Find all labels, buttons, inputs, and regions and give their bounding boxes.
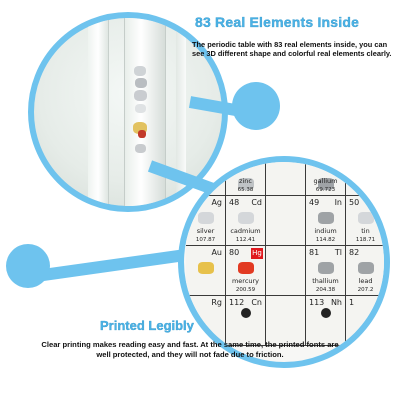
element-cell [266, 162, 306, 196]
element-specimen [135, 144, 146, 153]
element-cell [306, 162, 346, 196]
element-cell [226, 196, 266, 246]
element-cell [186, 196, 226, 246]
element-cell [226, 162, 266, 196]
atomic-weight: 69.723 [315, 187, 336, 193]
atomic-weight: 72.63 [357, 187, 374, 193]
element-specimen [321, 308, 331, 318]
periodic-table-closeup [178, 156, 390, 368]
element-name: lead [358, 277, 373, 285]
element-symbol: Cn [251, 298, 262, 307]
feature-title: Printed Legibly [100, 318, 194, 333]
atomic-number: 49 [309, 198, 320, 207]
atomic-number: 112 [229, 298, 245, 307]
element-specimen [135, 104, 146, 113]
atomic-number: 48 [229, 198, 240, 207]
element-specimen [358, 262, 374, 274]
element-symbol: In [334, 198, 342, 207]
element-cell [306, 296, 346, 346]
feature-description: Clear printing makes reading easy and fast. At the same time, the printed fonts are well protected, and they will not fade due to friction. [41, 340, 339, 359]
element-name: silver [196, 227, 215, 235]
element-cell [346, 196, 386, 246]
atomic-weight: 207.2 [357, 287, 374, 293]
element-name: germ [356, 177, 374, 185]
atomic-weight: 200.59 [235, 287, 256, 293]
element-symbol: Ag [211, 198, 222, 207]
atomic-weight: 112.41 [235, 237, 256, 243]
atomic-number: 82 [349, 248, 360, 257]
feature-title: 83 Real Elements Inside [195, 14, 360, 30]
element-cell [226, 296, 266, 346]
element-cell [266, 296, 306, 346]
element-symbol: Nh [330, 298, 342, 307]
atomic-number: 113 [309, 298, 325, 307]
atomic-weight: 118.71 [355, 237, 376, 243]
element-specimen [198, 212, 214, 224]
periodic-table-grid [186, 162, 386, 368]
atomic-weight: 107.87 [195, 237, 216, 243]
element-name: thallium [312, 277, 339, 285]
element-specimen [241, 308, 251, 318]
element-symbol: Cd [251, 198, 262, 207]
element-cell [266, 196, 306, 246]
element-name: zinc [239, 177, 252, 185]
element-specimen [238, 212, 254, 224]
atomic-number: 1 [349, 298, 355, 307]
element-symbol: Au [211, 248, 222, 257]
element-name: indium [314, 227, 337, 235]
atomic-number: 50 [349, 198, 360, 207]
element-specimen [318, 262, 334, 274]
element-name: mercury [231, 277, 260, 285]
element-specimen [198, 178, 214, 190]
feature-description: The periodic table with 83 real elements inside, you can see 3D different shape and colorful real elements clearly. [192, 40, 392, 58]
element-cell [226, 246, 266, 296]
element-specimen [358, 212, 374, 224]
atomic-weight: 204.38 [315, 287, 336, 293]
element-cell [346, 296, 386, 346]
element-specimen [198, 262, 214, 274]
element-symbol: Tl [334, 248, 342, 257]
element-cell [306, 196, 346, 246]
element-specimen [238, 262, 254, 274]
element-cell [186, 246, 226, 296]
atomic-number: 81 [309, 248, 320, 257]
atomic-weight: 65.38 [237, 187, 254, 193]
atomic-number: 80 [229, 248, 240, 257]
element-specimen [134, 66, 146, 76]
element-symbol: Rg [211, 298, 222, 307]
element-cell [346, 246, 386, 296]
connector-dot [6, 244, 50, 288]
atomic-weight: 114.82 [315, 237, 336, 243]
element-cell [346, 162, 386, 196]
element-name: tin [361, 227, 370, 235]
connector-dot [232, 82, 280, 130]
element-cell [306, 246, 346, 296]
element-specimen [134, 90, 147, 101]
element-symbol: Hg [252, 249, 262, 257]
element-cell [266, 246, 306, 296]
element-specimen [135, 78, 147, 88]
glass-panel [88, 18, 108, 212]
specimen-tube [124, 12, 166, 212]
element-name: gallium [313, 177, 338, 185]
element-cell [186, 162, 226, 196]
element-specimen [318, 212, 334, 224]
element-name: cadmium [230, 227, 261, 235]
element-specimen [138, 130, 146, 138]
